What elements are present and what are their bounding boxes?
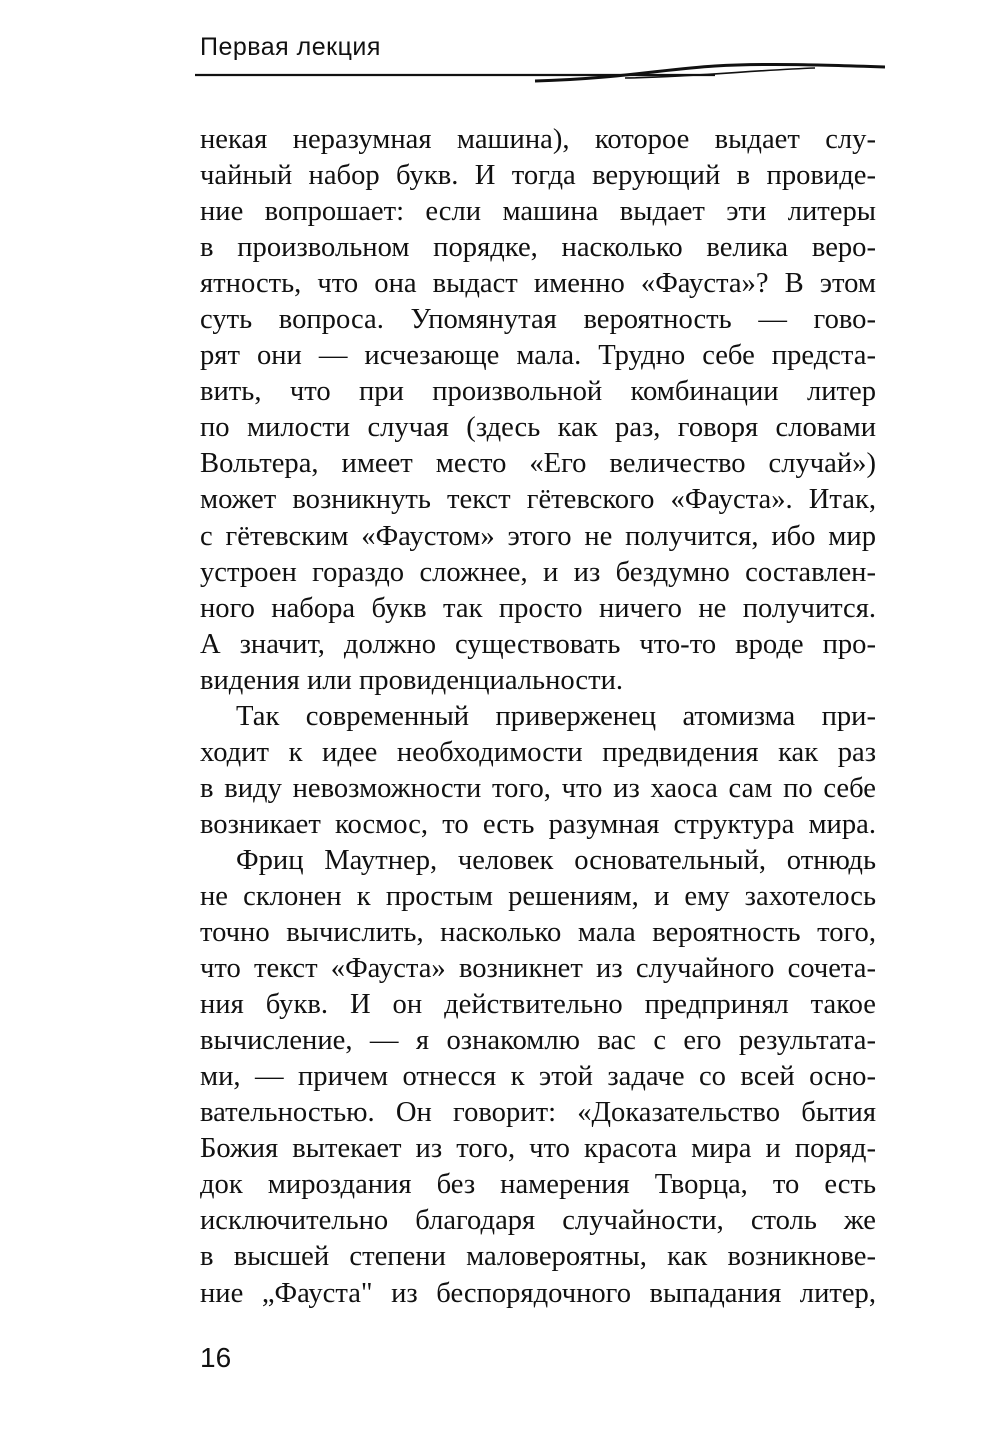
text-line: суть вопроса. Упомянутая вероятность — гово- [200, 304, 876, 336]
text-line: не склонен к простым решениям, и ему захотелось [200, 880, 876, 912]
text-line: ние вопрошает: если машина выдает эти литеры [200, 196, 876, 228]
text-line: ходит к идее необходимости предвидения как раз [200, 736, 876, 768]
text-line: рят они — исчезающе мала. Трудно себе предста- [200, 340, 876, 372]
text-line: вычисление, — я ознакомлю вас с его результата- [200, 1025, 876, 1057]
text-line: может возникнуть текст гётевского «Фауста». Итак, [200, 484, 876, 516]
text-line: вательностью. Он говорит: «Доказательство бытия [200, 1097, 876, 1129]
page-number: 16 [200, 1342, 232, 1373]
text-line: Фриц Маутнер, человек основательный, отнюдь [236, 844, 876, 876]
text-line: Вольтера, имеет место «Его величество случай») [200, 448, 876, 480]
text-line: устроен гораздо сложнее, и из бездумно составлен- [200, 556, 876, 588]
text-line: ятность, что она выдаст именно «Фауста»? В этом [200, 268, 876, 300]
text-line: Божия вытекает из того, что красота мира и поряд- [200, 1133, 876, 1165]
running-head-title: Первая лекция [200, 33, 381, 61]
text-line: возникает космос, то есть разумная структура мира. [200, 808, 876, 840]
text-line: док мироздания без намерения Творца, то есть [200, 1169, 876, 1201]
text-line: ния букв. И он действительно предпринял такое [200, 989, 876, 1021]
text-line: некая неразумная машина), которое выдает слу- [200, 124, 876, 155]
text-line: точно вычислить, насколько мала вероятность того, [200, 917, 876, 949]
text-line: ми, — причем отнесся к этой задаче со всей осно- [200, 1061, 876, 1093]
text-line: Так современный приверженец атомизма при- [236, 700, 876, 732]
text-line: вить, что при произвольной комбинации литер [200, 376, 876, 408]
text-line: А значит, должно существовать что-то вроде про- [200, 628, 876, 660]
text-line: чайный набор букв. И тогда верующий в провиде- [200, 160, 876, 192]
text-line: с гётевским «Фаустом» этого не получится, ибо мир [200, 520, 876, 552]
text-line: ного набора букв так просто ничего не получится. [200, 592, 876, 624]
body-text [200, 122, 876, 1312]
text-line: в виду невозможности того, что из хаоса сам по себе [200, 772, 876, 804]
text-line: в высшей степени маловероятны, как возникнове- [200, 1241, 876, 1273]
text-line: ние „Фауста" из беспорядочного выпадания литер, [200, 1277, 876, 1309]
text-line: что текст «Фауста» возникнет из случайного сочета- [200, 953, 876, 985]
header-swash-rule [195, 55, 885, 95]
text-line: исключительно благодаря случайности, столь же [200, 1205, 876, 1237]
text-line: по милости случая (здесь как раз, говоря словами [200, 412, 876, 444]
text-line: в произвольном порядке, насколько велика веро- [200, 232, 876, 264]
text-line: видения или провиденциальности. [200, 664, 624, 696]
